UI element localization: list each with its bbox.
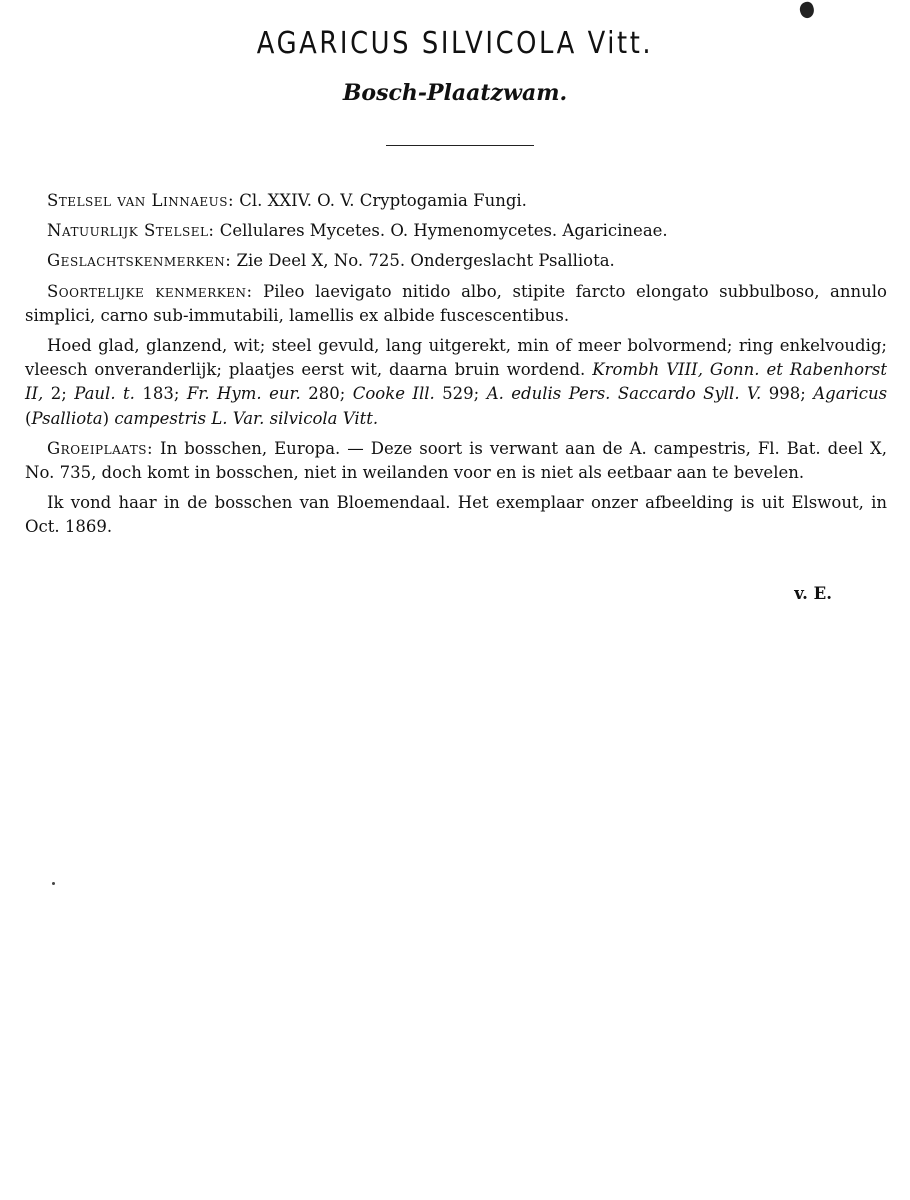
body-text bbox=[25, 189, 887, 546]
habitat-label: Groeiplaats: bbox=[47, 438, 154, 458]
genus-label: Geslachtskenmerken: bbox=[47, 251, 232, 271]
finding-text: Ik vond haar in de bosschen van Bloemendaal. Het exemplaar onzer afbeelding is uit Elswout, in Oct. 1869. bbox=[25, 493, 887, 537]
reference: Cooke Ill. bbox=[352, 384, 435, 404]
author-signature: v. E. bbox=[794, 584, 832, 603]
genus-text: Zie Deel X, No. 725. Ondergeslacht Psalliota. bbox=[231, 251, 615, 271]
reference: A. edulis Pers. Saccardo Syll. V. bbox=[486, 384, 762, 404]
description-text: 529; bbox=[434, 384, 487, 404]
reference: Krombh VIII, Gonn. et Rabenhorst II, bbox=[25, 360, 888, 404]
genus-paragraph bbox=[25, 249, 887, 273]
page-subtitle: Bosch-Plaatzwam. bbox=[342, 80, 568, 106]
description-text: Hoed glad, glanzend, wit; steel gevuld, lang uitgerekt, min of meer bolvormend; ring enkelvoudig; vleesch onveranderlijk; plaatjes eerst wit, daarna bruin wordend. bbox=[25, 336, 887, 380]
reference: campestris L. Var. silvicola Vitt. bbox=[114, 408, 379, 428]
page-title: AGARICUS SILVICOLA Vitt. bbox=[256, 26, 654, 61]
description-text: 280; bbox=[300, 384, 353, 404]
reference: Fr. Hym. eur. bbox=[186, 384, 301, 404]
description-text: 2; bbox=[43, 384, 75, 404]
habitat-paragraph bbox=[25, 437, 887, 485]
finding-paragraph bbox=[25, 491, 887, 539]
ink-speck bbox=[798, 0, 817, 20]
species-text: Pileo laevigato nitido albo, stipite farcto elongato subbulboso, annulo simplici, carno sub-immutabili, lamellis ex albide fuscescentibus. bbox=[25, 281, 887, 325]
reference: Psalliota bbox=[31, 408, 103, 428]
reference: Paul. t. bbox=[74, 384, 135, 404]
habitat-text: In bosschen, Europa. — Deze soort is verwant aan de A. campestris, Fl. Bat. deel X, No. 735, doch komt in bosschen, niet in weilanden voor en is niet als eetbaar aan te bevelen. bbox=[25, 438, 887, 483]
reference: Agaricus bbox=[813, 384, 888, 404]
linnaeus-label: Stelsel van Linnaeus: bbox=[47, 191, 235, 210]
natural-system-text: Cellulares Mycetes. O. Hymenomycetes. Agaricineae. bbox=[214, 221, 668, 241]
description-paragraph bbox=[25, 334, 887, 431]
species-paragraph bbox=[25, 280, 887, 328]
natural-system-paragraph bbox=[25, 219, 887, 243]
linnaeus-text: Cl. XXIV. O. V. Cryptogamia Fungi. bbox=[234, 191, 527, 210]
description-text: 183; bbox=[134, 384, 187, 404]
description-text: 998; bbox=[761, 384, 814, 404]
description-text: ) bbox=[102, 408, 115, 428]
description-text: ( bbox=[25, 408, 32, 428]
species-label: Soortelijke kenmerken: bbox=[47, 281, 253, 301]
linnaeus-paragraph bbox=[25, 189, 887, 213]
stray-mark bbox=[52, 882, 55, 885]
natural-system-label: Natuurlijk Stelsel: bbox=[47, 221, 215, 241]
title-divider bbox=[386, 145, 534, 146]
